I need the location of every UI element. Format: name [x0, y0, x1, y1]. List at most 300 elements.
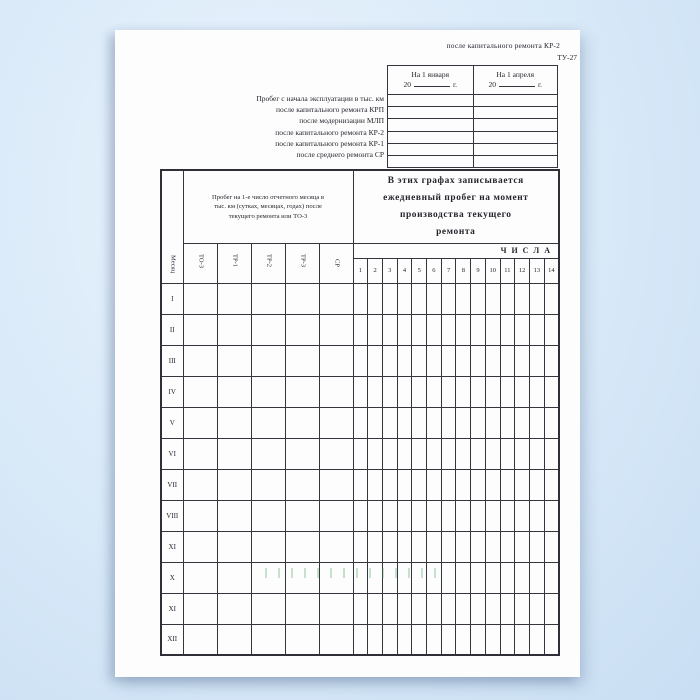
- service-entry-cell: [285, 624, 319, 655]
- day-entry-cell: [397, 314, 412, 345]
- day-entry-cell: [412, 624, 427, 655]
- day-entry-cell: [456, 500, 471, 531]
- day-entry-cell: [485, 438, 500, 469]
- day-entry-cell: [382, 562, 397, 593]
- day-entry-cell: [441, 562, 456, 593]
- service-column-header: ТР-1: [231, 254, 239, 268]
- month-label: II: [161, 314, 183, 345]
- day-entry-cell: [515, 500, 530, 531]
- day-entry-cell: [515, 345, 530, 376]
- day-number-cell: 14: [544, 258, 559, 283]
- service-entry-cell: [251, 593, 285, 624]
- service-entry-cell: [251, 469, 285, 500]
- day-entry-cell: [412, 407, 427, 438]
- day-entry-cell: [427, 593, 442, 624]
- day-entry-cell: [427, 283, 442, 314]
- service-entry-cell: [183, 531, 217, 562]
- day-entry-cell: [515, 283, 530, 314]
- service-entry-cell: [285, 438, 319, 469]
- month-label: XI: [161, 531, 183, 562]
- date-table-row: [388, 155, 558, 167]
- service-entry-cell: [183, 438, 217, 469]
- service-entry-cell: [217, 531, 251, 562]
- day-entry-cell: [515, 438, 530, 469]
- service-entry-cell: [319, 345, 353, 376]
- service-entry-cell: [217, 283, 251, 314]
- day-entry-cell: [368, 593, 383, 624]
- day-entry-cell: [529, 593, 544, 624]
- day-number-cell: 13: [529, 258, 544, 283]
- year-suffix: г.: [452, 80, 458, 89]
- day-entry-cell: [544, 469, 559, 500]
- day-number-cell: 5: [412, 258, 427, 283]
- day-entry-cell: [485, 593, 500, 624]
- day-entry-cell: [500, 531, 515, 562]
- service-column-header-cell: [217, 243, 251, 283]
- day-entry-cell: [500, 593, 515, 624]
- mileage-label: после капитального ремонта КРП: [276, 105, 384, 115]
- service-entry-cell: [217, 376, 251, 407]
- day-entry-cell: [382, 345, 397, 376]
- day-number-cell: 12: [515, 258, 530, 283]
- day-entry-cell: [485, 407, 500, 438]
- service-entry-cell: [285, 376, 319, 407]
- month-label: V: [161, 407, 183, 438]
- date-value-cell: [473, 131, 558, 143]
- day-entry-cell: [368, 531, 383, 562]
- day-number-cell: 9: [471, 258, 486, 283]
- day-entry-cell: [471, 283, 486, 314]
- service-entry-cell: [285, 407, 319, 438]
- day-entry-cell: [427, 376, 442, 407]
- day-entry-cell: [427, 500, 442, 531]
- day-entry-cell: [441, 407, 456, 438]
- day-entry-cell: [544, 531, 559, 562]
- service-entry-cell: [319, 593, 353, 624]
- month-column-header-cell: [161, 170, 183, 283]
- date-col-title: На 1 апреля: [496, 69, 535, 79]
- day-entry-cell: [500, 624, 515, 655]
- day-entry-cell: [529, 314, 544, 345]
- day-entry-cell: [368, 500, 383, 531]
- day-number-cell: 1: [353, 258, 368, 283]
- day-entry-cell: [529, 562, 544, 593]
- month-label: VI: [161, 438, 183, 469]
- day-entry-cell: [412, 283, 427, 314]
- day-entry-cell: [397, 438, 412, 469]
- day-entry-cell: [515, 593, 530, 624]
- month-row: [161, 469, 559, 500]
- day-entry-cell: [500, 438, 515, 469]
- day-entry-cell: [456, 345, 471, 376]
- day-entry-cell: [353, 562, 368, 593]
- day-entry-cell: [412, 376, 427, 407]
- day-entry-cell: [368, 376, 383, 407]
- day-entry-cell: [485, 531, 500, 562]
- service-entry-cell: [251, 624, 285, 655]
- service-entry-cell: [251, 345, 285, 376]
- day-entry-cell: [544, 438, 559, 469]
- mileage-label: после модернизации МЛП: [299, 116, 384, 126]
- day-entry-cell: [353, 624, 368, 655]
- service-entry-cell: [251, 562, 285, 593]
- day-entry-cell: [471, 314, 486, 345]
- year-suffix: г.: [537, 80, 543, 89]
- date-value-cell: [388, 107, 474, 119]
- day-entry-cell: [544, 562, 559, 593]
- service-entry-cell: [183, 562, 217, 593]
- day-entry-cell: [353, 376, 368, 407]
- day-entry-cell: [397, 283, 412, 314]
- mileage-labels: [114, 93, 384, 160]
- mileage-label: Пробег с начала эксплуатации в тыс. км: [256, 94, 384, 103]
- month-label: X: [161, 562, 183, 593]
- day-entry-cell: [412, 562, 427, 593]
- service-column-header-cell: [319, 243, 353, 283]
- date-value-cell: [388, 131, 474, 143]
- day-entry-cell: [485, 500, 500, 531]
- day-number-cell: 4: [397, 258, 412, 283]
- service-entry-cell: [217, 500, 251, 531]
- day-entry-cell: [382, 283, 397, 314]
- service-entry-cell: [183, 593, 217, 624]
- day-entry-cell: [397, 593, 412, 624]
- daily-mileage-note: В этих графах записывается ежедневный пробег на момент производства текущего ремонта: [353, 170, 559, 243]
- day-number-cell: 10: [485, 258, 500, 283]
- service-entry-cell: [183, 469, 217, 500]
- day-entry-cell: [500, 562, 515, 593]
- day-entry-cell: [456, 469, 471, 500]
- day-entry-cell: [500, 469, 515, 500]
- service-entry-cell: [183, 283, 217, 314]
- date-table-row: [388, 143, 558, 155]
- day-entry-cell: [382, 469, 397, 500]
- service-entry-cell: [319, 438, 353, 469]
- header-row-middle: [161, 243, 559, 258]
- day-entry-cell: [412, 500, 427, 531]
- day-entry-cell: [456, 283, 471, 314]
- day-entry-cell: [529, 345, 544, 376]
- day-entry-cell: [382, 531, 397, 562]
- day-entry-cell: [382, 376, 397, 407]
- month-column-header: Месяц: [169, 254, 177, 273]
- day-number-cell: 7: [441, 258, 456, 283]
- date-value-cell: [388, 143, 474, 155]
- day-entry-cell: [427, 314, 442, 345]
- date-table-row: [388, 107, 558, 119]
- continuation-note: после капитального ремонта КР-2: [446, 41, 560, 50]
- date-col-header-april: [473, 66, 558, 95]
- day-entry-cell: [353, 407, 368, 438]
- day-entry-cell: [471, 531, 486, 562]
- year-line: [388, 80, 473, 91]
- service-entry-cell: [319, 283, 353, 314]
- day-entry-cell: [368, 624, 383, 655]
- month-row: [161, 593, 559, 624]
- date-table-header-row: [388, 66, 558, 95]
- day-entry-cell: [441, 593, 456, 624]
- service-entry-cell: [319, 562, 353, 593]
- document-page: [115, 30, 580, 677]
- day-entry-cell: [397, 407, 412, 438]
- day-entry-cell: [368, 314, 383, 345]
- day-entry-cell: [471, 624, 486, 655]
- service-entry-cell: [217, 469, 251, 500]
- service-entry-cell: [217, 314, 251, 345]
- date-value-cell: [473, 155, 558, 167]
- month-label: VIII: [161, 500, 183, 531]
- day-entry-cell: [485, 469, 500, 500]
- day-entry-cell: [353, 314, 368, 345]
- month-row: [161, 531, 559, 562]
- day-entry-cell: [456, 624, 471, 655]
- day-entry-cell: [397, 624, 412, 655]
- day-entry-cell: [441, 531, 456, 562]
- service-entry-cell: [285, 593, 319, 624]
- date-table-row: [388, 119, 558, 131]
- month-row: [161, 314, 559, 345]
- service-entry-cell: [285, 531, 319, 562]
- day-entry-cell: [382, 407, 397, 438]
- date-value-cell: [388, 119, 474, 131]
- date-table-row: [388, 95, 558, 107]
- mileage-label: после капитального ремонта КР-1: [275, 138, 384, 148]
- date-value-cell: [388, 95, 474, 107]
- service-entry-cell: [217, 438, 251, 469]
- day-entry-cell: [397, 469, 412, 500]
- day-number-cell: 2: [368, 258, 383, 283]
- service-entry-cell: [285, 345, 319, 376]
- service-entry-cell: [251, 407, 285, 438]
- day-entry-cell: [427, 407, 442, 438]
- service-column-header: ТР-2: [265, 254, 273, 268]
- day-entry-cell: [412, 438, 427, 469]
- month-row: [161, 345, 559, 376]
- date-table-row: [388, 131, 558, 143]
- month-row: [161, 438, 559, 469]
- day-entry-cell: [368, 345, 383, 376]
- day-entry-cell: [500, 407, 515, 438]
- day-entry-cell: [544, 345, 559, 376]
- day-entry-cell: [471, 345, 486, 376]
- service-entry-cell: [319, 314, 353, 345]
- service-entry-cell: [183, 407, 217, 438]
- day-entry-cell: [544, 314, 559, 345]
- day-entry-cell: [353, 438, 368, 469]
- mileage-label: после капитального ремонта КР-2: [275, 127, 384, 137]
- day-entry-cell: [441, 314, 456, 345]
- day-number-cell: 3: [382, 258, 397, 283]
- date-col-header-january: [388, 66, 474, 95]
- day-entry-cell: [368, 562, 383, 593]
- month-label: III: [161, 345, 183, 376]
- service-entry-cell: [319, 469, 353, 500]
- day-entry-cell: [397, 562, 412, 593]
- month-row: [161, 407, 559, 438]
- service-column-header: СР: [333, 259, 341, 268]
- service-entry-cell: [217, 624, 251, 655]
- day-entry-cell: [500, 345, 515, 376]
- month-label: IV: [161, 376, 183, 407]
- date-value-cell: [473, 95, 558, 107]
- day-entry-cell: [515, 407, 530, 438]
- day-entry-cell: [485, 314, 500, 345]
- day-entry-cell: [382, 438, 397, 469]
- day-entry-cell: [456, 531, 471, 562]
- day-entry-cell: [412, 531, 427, 562]
- day-entry-cell: [412, 593, 427, 624]
- service-column-header-cell: [285, 243, 319, 283]
- mileage-date-table: [387, 65, 558, 168]
- daily-mileage-grid: [160, 169, 560, 656]
- service-entry-cell: [285, 469, 319, 500]
- day-entry-cell: [441, 500, 456, 531]
- day-entry-cell: [441, 469, 456, 500]
- service-entry-cell: [285, 314, 319, 345]
- day-entry-cell: [427, 531, 442, 562]
- day-entry-cell: [441, 283, 456, 314]
- day-entry-cell: [529, 407, 544, 438]
- day-entry-cell: [427, 624, 442, 655]
- day-entry-cell: [544, 624, 559, 655]
- year-line: [474, 80, 558, 91]
- service-entry-cell: [217, 345, 251, 376]
- day-entry-cell: [515, 624, 530, 655]
- day-entry-cell: [529, 624, 544, 655]
- service-entry-cell: [319, 407, 353, 438]
- day-entry-cell: [544, 500, 559, 531]
- day-entry-cell: [412, 314, 427, 345]
- day-entry-cell: [500, 314, 515, 345]
- day-entry-cell: [441, 624, 456, 655]
- month-row: [161, 283, 559, 314]
- day-entry-cell: [471, 407, 486, 438]
- day-entry-cell: [368, 407, 383, 438]
- service-entry-cell: [319, 500, 353, 531]
- day-entry-cell: [456, 593, 471, 624]
- day-entry-cell: [529, 438, 544, 469]
- day-entry-cell: [382, 314, 397, 345]
- day-entry-cell: [471, 469, 486, 500]
- day-entry-cell: [544, 283, 559, 314]
- service-entry-cell: [319, 531, 353, 562]
- day-entry-cell: [427, 345, 442, 376]
- year-prefix: 20: [403, 80, 411, 89]
- day-entry-cell: [485, 283, 500, 314]
- date-value-cell: [473, 107, 558, 119]
- month-label: XII: [161, 624, 183, 655]
- service-entry-cell: [183, 624, 217, 655]
- day-entry-cell: [368, 283, 383, 314]
- service-entry-cell: [251, 500, 285, 531]
- day-entry-cell: [544, 407, 559, 438]
- day-entry-cell: [515, 531, 530, 562]
- day-entry-cell: [353, 531, 368, 562]
- day-entry-cell: [529, 376, 544, 407]
- days-label: ЧИСЛА: [353, 243, 559, 258]
- service-entry-cell: [217, 593, 251, 624]
- service-entry-cell: [285, 562, 319, 593]
- day-entry-cell: [515, 314, 530, 345]
- day-number-cell: 11: [500, 258, 515, 283]
- day-entry-cell: [529, 531, 544, 562]
- service-entry-cell: [251, 376, 285, 407]
- day-entry-cell: [427, 562, 442, 593]
- day-entry-cell: [382, 624, 397, 655]
- service-entry-cell: [217, 407, 251, 438]
- month-label: I: [161, 283, 183, 314]
- service-entry-cell: [285, 500, 319, 531]
- day-entry-cell: [397, 500, 412, 531]
- day-entry-cell: [529, 500, 544, 531]
- day-entry-cell: [456, 314, 471, 345]
- day-entry-cell: [529, 283, 544, 314]
- year-blank-line: [499, 80, 535, 87]
- day-entry-cell: [471, 500, 486, 531]
- day-entry-cell: [427, 469, 442, 500]
- day-entry-cell: [471, 438, 486, 469]
- day-entry-cell: [412, 469, 427, 500]
- day-entry-cell: [368, 469, 383, 500]
- service-entry-cell: [183, 500, 217, 531]
- day-entry-cell: [500, 283, 515, 314]
- day-entry-cell: [353, 345, 368, 376]
- day-entry-cell: [485, 562, 500, 593]
- day-entry-cell: [456, 407, 471, 438]
- day-entry-cell: [485, 376, 500, 407]
- year-blank-line: [414, 80, 450, 87]
- day-entry-cell: [456, 562, 471, 593]
- day-entry-cell: [515, 562, 530, 593]
- day-entry-cell: [397, 345, 412, 376]
- form-code: ТУ-27: [557, 53, 577, 62]
- day-entry-cell: [515, 469, 530, 500]
- day-number-cell: 8: [456, 258, 471, 283]
- day-entry-cell: [382, 500, 397, 531]
- service-entry-cell: [251, 283, 285, 314]
- day-entry-cell: [544, 376, 559, 407]
- day-entry-cell: [515, 376, 530, 407]
- day-entry-cell: [485, 624, 500, 655]
- day-entry-cell: [441, 376, 456, 407]
- day-entry-cell: [500, 376, 515, 407]
- service-entry-cell: [251, 438, 285, 469]
- service-entry-cell: [251, 314, 285, 345]
- service-entry-cell: [183, 345, 217, 376]
- day-entry-cell: [441, 438, 456, 469]
- day-entry-cell: [500, 500, 515, 531]
- day-entry-cell: [397, 376, 412, 407]
- service-entry-cell: [319, 376, 353, 407]
- service-entry-cell: [319, 624, 353, 655]
- date-value-cell: [473, 143, 558, 155]
- service-column-header: ТО-3: [197, 253, 205, 268]
- mileage-label: после среднего ремонта СР: [296, 150, 384, 160]
- service-entry-cell: [217, 562, 251, 593]
- day-entry-cell: [471, 562, 486, 593]
- day-entry-cell: [353, 469, 368, 500]
- month-row: [161, 624, 559, 655]
- service-entry-cell: [251, 531, 285, 562]
- day-entry-cell: [368, 438, 383, 469]
- day-entry-cell: [427, 438, 442, 469]
- service-entry-cell: [183, 376, 217, 407]
- day-entry-cell: [471, 376, 486, 407]
- day-entry-cell: [412, 345, 427, 376]
- day-entry-cell: [544, 593, 559, 624]
- year-prefix: 20: [488, 80, 496, 89]
- month-row: [161, 376, 559, 407]
